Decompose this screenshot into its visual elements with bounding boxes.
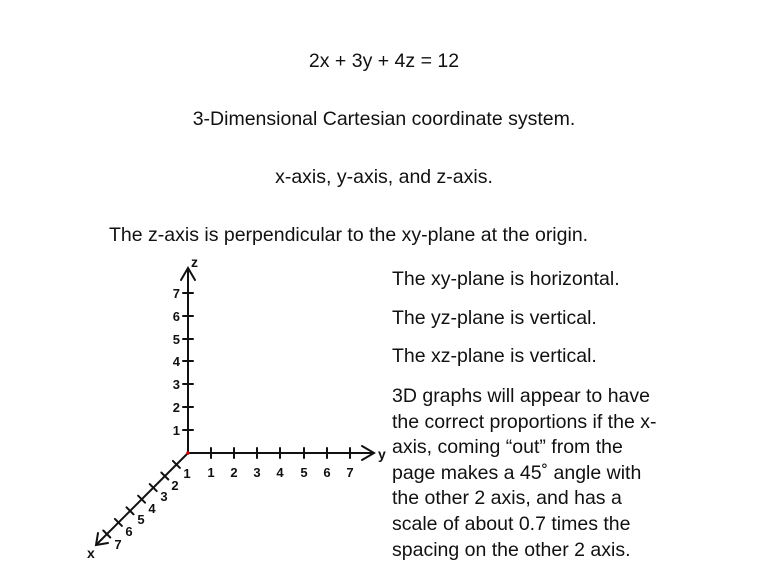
proportions-line: spacing on the other 2 axis. bbox=[392, 538, 631, 561]
xz-plane-note: The xz-plane is vertical. bbox=[392, 345, 597, 367]
y-tick-label: 1 bbox=[207, 465, 215, 480]
z-tick-label: 6 bbox=[172, 309, 180, 324]
proportions-line: scale of about 0.7 times the bbox=[392, 512, 631, 535]
z-tick-label: 7 bbox=[172, 286, 180, 301]
axes-description: x-axis, y-axis, and z-axis. bbox=[275, 166, 493, 188]
y-tick-label: 6 bbox=[323, 465, 331, 480]
yz-plane-note: The yz-plane is vertical. bbox=[392, 307, 597, 329]
proportions-line: 3D graphs will appear to have bbox=[392, 385, 650, 407]
z-tick-label: 5 bbox=[172, 332, 180, 347]
y-tick-label: 7 bbox=[346, 465, 354, 480]
z-tick-label: 4 bbox=[172, 354, 180, 369]
origin-point bbox=[186, 451, 190, 455]
x-tick-label: 5 bbox=[137, 512, 145, 527]
x-axis-label: x bbox=[87, 545, 95, 561]
x-axis-line bbox=[97, 453, 191, 544]
proportions-line: axis, coming “out” from the bbox=[392, 436, 623, 459]
x-tick-label: 6 bbox=[125, 524, 133, 539]
perpendicular-note: The z-axis is perpendicular to the xy-plane at the origin. bbox=[109, 224, 589, 246]
proportions-line: page makes a 45˚ angle with bbox=[392, 461, 642, 484]
y-tick-label: 5 bbox=[300, 465, 308, 480]
y-tick-label: 4 bbox=[276, 465, 284, 480]
x-tick-label: 7 bbox=[114, 537, 122, 552]
z-tick-label: 2 bbox=[172, 400, 180, 415]
page-title: 3-Dimensional Cartesian coordinate system. bbox=[192, 108, 576, 130]
proportions-line: the other 2 axis, and has a bbox=[392, 487, 622, 510]
z-axis-label: z bbox=[191, 254, 198, 270]
x-tick-label: 2 bbox=[171, 478, 179, 493]
z-tick-label: 3 bbox=[172, 377, 180, 392]
x-tick-label: 4 bbox=[148, 501, 156, 516]
x-tick-label: 1 bbox=[183, 466, 191, 481]
z-tick-label: 1 bbox=[172, 423, 180, 438]
y-axis-label: y bbox=[378, 446, 386, 462]
y-tick-label: 2 bbox=[230, 465, 238, 480]
proportions-line: the correct proportions if the x- bbox=[392, 410, 657, 433]
x-tick-label: 3 bbox=[160, 489, 168, 504]
equation: 2x + 3y + 4z = 12 bbox=[308, 50, 460, 72]
xy-plane-note: The xy-plane is horizontal. bbox=[392, 268, 620, 290]
y-tick-label: 3 bbox=[253, 465, 261, 480]
